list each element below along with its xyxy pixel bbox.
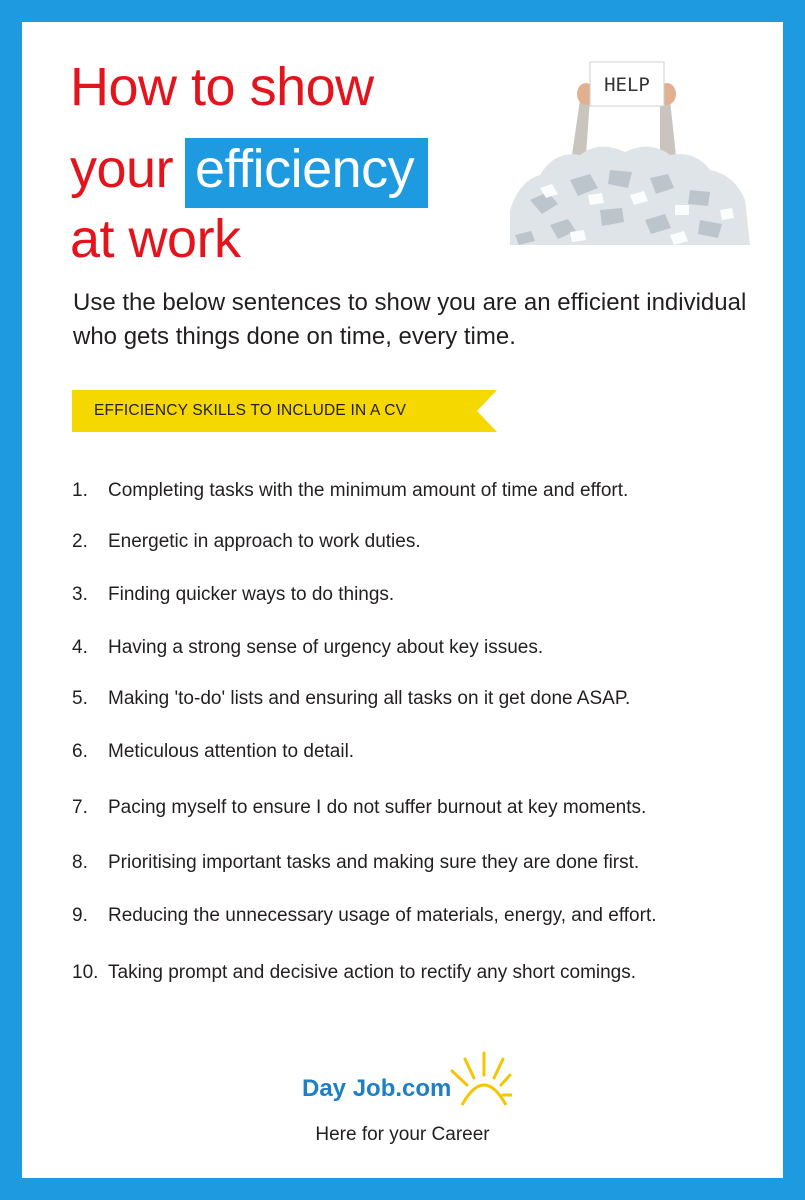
list-item: 6. Meticulous attention to detail.: [72, 741, 355, 762]
list-item: 9. Reducing the unnecessary usage of materials, energy, and effort.: [72, 905, 657, 926]
svg-text:HELP: HELP: [604, 74, 650, 96]
intro-text: Use the below sentences to show you are an efficient individual who gets things done on time, every time.: [73, 289, 747, 350]
list-item: 3. Finding quicker ways to do things.: [72, 584, 395, 605]
list-item: 5. Making 'to-do' lists and ensuring all tasks on it get done ASAP.: [72, 688, 631, 709]
title-line-1: How to show: [70, 57, 374, 117]
title-highlight-efficiency: efficiency: [185, 138, 428, 208]
title-line-3: at work: [70, 209, 241, 269]
list-item: 4. Having a strong sense of urgency about key issues.: [72, 637, 544, 658]
logo-job: Job: [352, 1075, 396, 1102]
list-item: 1. Completing tasks with the minimum amount of time and effort.: [72, 480, 629, 501]
right-arm-icon: [660, 100, 676, 156]
logo-dotcom: .com: [395, 1075, 452, 1102]
list-item: 8. Prioritising important tasks and making sure they are done first.: [72, 852, 640, 873]
list-item: 10. Taking prompt and decisive action to rectify any short comings.: [72, 962, 637, 983]
list-item: 7. Pacing myself to ensure I do not suffer burnout at key moments.: [72, 797, 647, 818]
section-banner: [72, 390, 497, 432]
tagline: Here for your Career: [315, 1124, 490, 1145]
title-your: your: [70, 139, 174, 199]
help-paper-pile-illustration: [510, 60, 750, 245]
sun-icon: [452, 1053, 511, 1095]
banner-label: EFFICIENCY SKILLS TO INCLUDE IN A CV: [94, 402, 407, 419]
logo-day: Day: [302, 1075, 347, 1102]
dayjob-logo: [302, 1045, 512, 1115]
list-item: 2. Energetic in approach to work duties.: [72, 531, 421, 552]
title-line-2: [70, 138, 428, 208]
left-arm-icon: [572, 98, 590, 156]
